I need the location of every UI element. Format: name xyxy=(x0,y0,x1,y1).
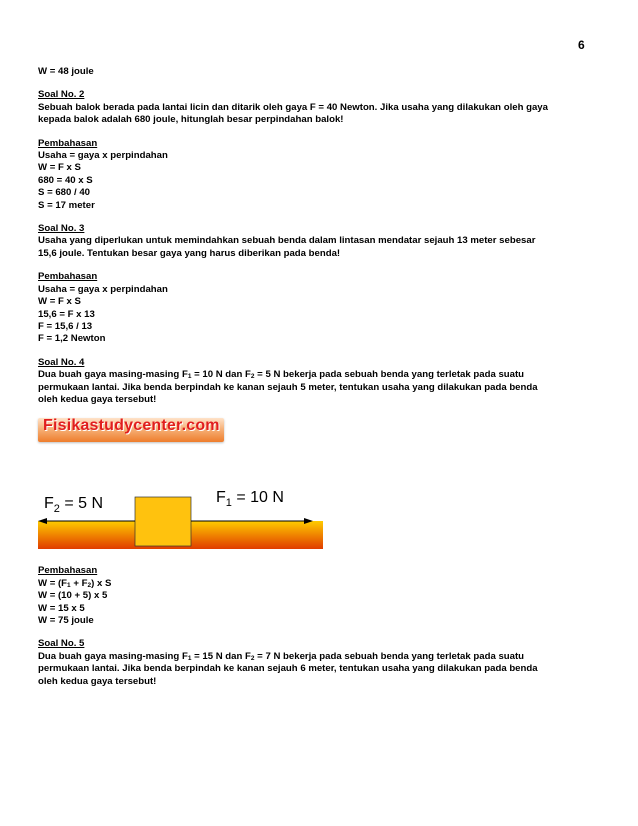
text-line xyxy=(38,394,603,406)
site-logo-text: Fisikastudycenter.com xyxy=(43,417,220,435)
text-line xyxy=(38,382,603,394)
text-span: W = F x S xyxy=(38,162,81,174)
text-span: = 5 N bekerja pada sebuah benda yang terletak pada suatu xyxy=(254,369,525,381)
paragraph-gap xyxy=(38,627,603,638)
text-line xyxy=(38,114,603,126)
text-span: 15,6 = F x 13 xyxy=(38,308,95,320)
text-span: W = 48 joule xyxy=(38,66,94,77)
subscript: 1 xyxy=(67,581,71,589)
text-line xyxy=(38,284,603,296)
section-heading xyxy=(38,271,603,283)
text-span: kepada balok adalah 680 joule, hitunglah besar perpindahan balok! xyxy=(38,114,344,126)
section-heading xyxy=(38,565,603,577)
text-block-lower xyxy=(38,565,603,688)
text-span: Soal No. 2 xyxy=(38,89,85,101)
text-span: Pembahasan xyxy=(38,137,98,149)
section-heading xyxy=(38,223,603,235)
text-span: Usaha = gaya x perpindahan xyxy=(38,283,168,295)
subscript: 2 xyxy=(250,373,255,381)
text-line xyxy=(38,66,603,78)
subscript: 2 xyxy=(250,654,255,662)
paragraph-gap xyxy=(38,127,603,138)
text-line xyxy=(38,369,603,381)
text-span: ) x S xyxy=(91,577,112,589)
text-line xyxy=(38,578,603,590)
text-span: Soal No. 5 xyxy=(38,638,85,650)
subscript: 1 xyxy=(187,373,192,381)
text-span: permukaan lantai. Jika benda berpindah ke kanan sejauh 6 meter, tentukan usaha yang dilakukan pada benda xyxy=(38,663,538,675)
section-heading xyxy=(38,357,603,369)
text-block-upper xyxy=(38,66,603,406)
text-line xyxy=(38,162,603,174)
paragraph-gap xyxy=(38,346,603,357)
text-span: Dua buah gaya masing-masing F xyxy=(38,369,188,381)
text-line xyxy=(38,615,603,627)
document-body xyxy=(38,66,603,688)
subscript: 1 xyxy=(187,654,192,662)
text-line xyxy=(38,235,603,247)
section-heading xyxy=(38,638,603,650)
text-line xyxy=(38,590,603,602)
text-span: Usaha yang diperlukan untuk memindahkan sebuah benda dalam lintasan mendatar sejauh 13 meter sebesar xyxy=(38,235,536,247)
text-span: + F xyxy=(70,577,88,589)
paragraph-gap xyxy=(38,212,603,223)
text-span: F = 1,2 Newton xyxy=(38,333,106,345)
text-span: W = (F xyxy=(38,577,68,589)
text-span: permukaan lantai. Jika benda berpindah ke kanan sejauh 5 meter, tentukan usaha yang dilakukan pada benda xyxy=(38,381,538,393)
text-span: W = F x S xyxy=(38,296,81,308)
text-span: S = 680 / 40 xyxy=(38,187,91,199)
text-span: W = 75 joule xyxy=(38,614,94,626)
text-span: W = (10 + 5) x 5 xyxy=(38,590,108,602)
force-diagram xyxy=(38,458,338,553)
page-number: 6 xyxy=(578,38,585,52)
section-heading xyxy=(38,138,603,150)
force-label-left: $F_2 = 5$ N xyxy=(44,495,104,516)
force-diagram-figure xyxy=(38,418,338,553)
text-line xyxy=(38,603,603,615)
text-span: Pembahasan xyxy=(38,271,98,283)
text-line xyxy=(38,321,603,333)
text-span: = 10 N dan F xyxy=(191,369,251,381)
text-span: S = 17 meter xyxy=(38,199,95,211)
text-line xyxy=(38,200,603,212)
force-label-right: $F_1 = 10$ N xyxy=(216,489,284,510)
text-line xyxy=(38,187,603,199)
text-line xyxy=(38,296,603,308)
block-object xyxy=(135,497,191,546)
text-span: 680 = 40 x S xyxy=(38,174,93,186)
text-span: W = 15 x 5 xyxy=(38,602,85,614)
text-span: = 15 N dan F xyxy=(191,650,251,662)
text-line xyxy=(38,150,603,162)
text-line xyxy=(38,175,603,187)
text-line xyxy=(38,663,603,675)
text-line xyxy=(38,333,603,345)
text-span: Soal No. 4 xyxy=(38,356,85,368)
site-logo xyxy=(38,418,224,442)
text-span: Dua buah gaya masing-masing F xyxy=(38,650,188,662)
text-line xyxy=(38,651,603,663)
text-span: Usaha = gaya x perpindahan xyxy=(38,150,168,162)
text-span: Pembahasan xyxy=(38,565,98,577)
text-span: F = 15,6 / 13 xyxy=(38,320,93,332)
section-heading xyxy=(38,89,603,101)
text-line xyxy=(38,309,603,321)
text-span: Soal No. 3 xyxy=(38,223,85,235)
text-span: oleh kedua gaya tersebut! xyxy=(38,675,157,687)
text-span: oleh kedua gaya tersebut! xyxy=(38,393,157,405)
subscript: 2 xyxy=(87,581,92,589)
text-line xyxy=(38,248,603,260)
text-span: 15,6 joule. Tentukan besar gaya yang harus diberikan pada benda! xyxy=(38,247,341,259)
paragraph-gap xyxy=(38,78,603,89)
paragraph-gap xyxy=(38,260,603,271)
text-span: Sebuah balok berada pada lantai licin dan ditarik oleh gaya F = 40 Newton. Jika usaha yang dilakukan oleh gaya xyxy=(38,101,548,113)
text-span: = 7 N bekerja pada sebuah benda yang terletak pada suatu xyxy=(254,650,525,662)
text-line xyxy=(38,676,603,688)
text-line xyxy=(38,102,603,114)
